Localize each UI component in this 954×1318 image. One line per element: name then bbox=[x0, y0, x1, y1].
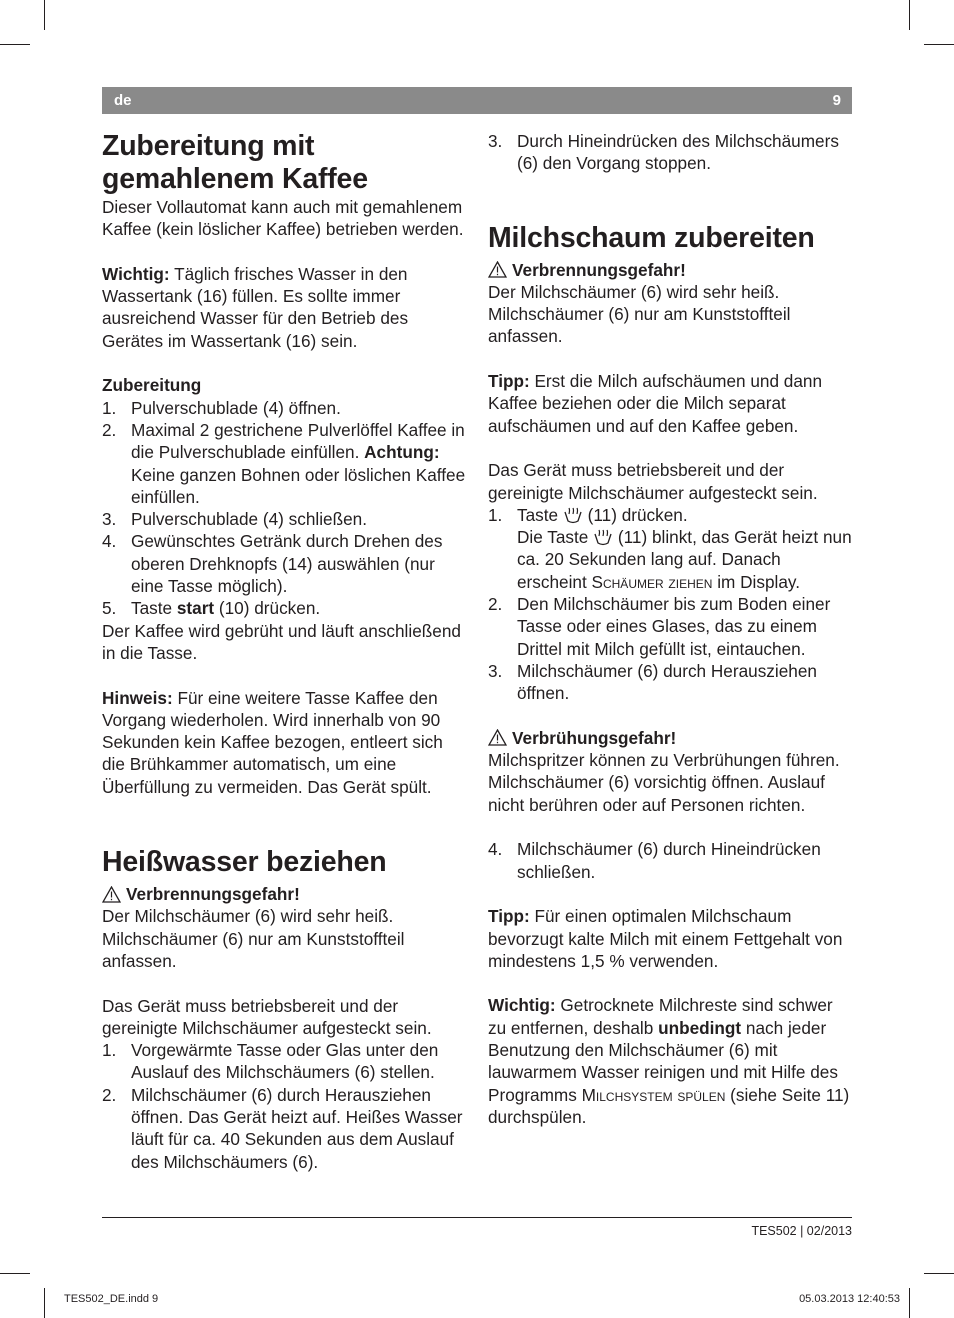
step-number: 2. bbox=[488, 594, 503, 615]
list-item bbox=[488, 593, 854, 660]
step-text: Vorgewärmte Tasse oder Glas unter den Auslauf des Milchschäumers (6) stellen. bbox=[131, 1040, 439, 1083]
left-column bbox=[102, 130, 468, 1173]
step-text: Durch Hineindrücken des Milchschäumers (6) den Vorgang stoppen. bbox=[517, 131, 839, 174]
list-item bbox=[102, 508, 468, 530]
intro-paragraph: Dieser Vollautomat kann auch mit gemahlenem Kaffee (kein löslicher Kaffee) betrieben werden. bbox=[102, 197, 464, 240]
footer-model-date: TES502 | 02/2013 bbox=[751, 1224, 852, 1238]
result-paragraph: Der Kaffee wird gebrüht und läuft anschließend in die Tasse. bbox=[102, 620, 461, 663]
section-title-hot-water: Heißwasser beziehen bbox=[102, 846, 387, 879]
step-text bbox=[131, 419, 468, 508]
important-label: Wichtig: bbox=[102, 263, 170, 284]
important-text: Täglich frisches Wasser in den Wassertank (16) füllen. Es sollte immer ausreichend Wasser für den Betrieb des Gerätes im Wassertank (16) sein. bbox=[102, 263, 409, 351]
step-number: 4. bbox=[488, 839, 503, 860]
warning-label: Verbrennungsgefahr! bbox=[126, 884, 300, 905]
tip-text: Erst die Milch aufschäumen und dann Kaffee beziehen oder die Milch separat aufschäumen und auf den Kaffee geben. bbox=[488, 371, 823, 436]
preparation-heading-text: Zubereitung bbox=[102, 375, 202, 396]
section-title-ground-coffee: Zubereitung mit gemahlenem Kaffee bbox=[102, 130, 368, 195]
list-item bbox=[102, 419, 468, 508]
important-paragraph bbox=[488, 994, 854, 1128]
important-paragraph bbox=[102, 263, 468, 352]
step-text-part: Taste bbox=[517, 504, 563, 525]
preparation-steps bbox=[102, 397, 468, 620]
step-number: 3. bbox=[488, 660, 503, 681]
crop-mark bbox=[909, 0, 910, 30]
list-item bbox=[488, 504, 854, 593]
step-text: Gewünschtes Getränk durch Drehen des oberen Drehknopfs (14) auswählen (nur eine Tasse möglich). bbox=[131, 531, 443, 597]
note-text: Für eine weitere Tasse Kaffee den Vorgang wiederholen. Wird innerhalb von 90 Sekunden kein Kaffee bezogen, entleert sich die Brühkammer automatisch, um eine Überfüllung zu vermeiden. Das Gerät spült. bbox=[102, 687, 443, 797]
step-number: 1. bbox=[488, 504, 503, 525]
crop-mark bbox=[924, 1273, 954, 1274]
warning-heading bbox=[488, 259, 854, 281]
print-slug-file: TES502_DE.indd 9 bbox=[64, 1293, 159, 1305]
tip-label: Tipp: bbox=[488, 371, 530, 392]
step-text bbox=[517, 504, 854, 593]
warning-text: Der Milchschäumer (6) wird sehr heiß. Milchschäumer (6) nur am Kunststoffteil anfassen. bbox=[102, 906, 405, 971]
step-text-part: Die Taste bbox=[517, 527, 594, 548]
note-paragraph bbox=[102, 687, 468, 798]
note-label: Hinweis: bbox=[102, 687, 173, 708]
warning-heading bbox=[102, 883, 468, 905]
display-message: Schäumer ziehen bbox=[591, 571, 713, 592]
page-number: 9 bbox=[832, 92, 841, 109]
attention-label: Achtung: bbox=[364, 442, 440, 463]
tip-paragraph bbox=[488, 370, 854, 437]
warning-triangle-icon bbox=[102, 886, 121, 903]
step-text: Milchschäumer (6) durch Hineindrücken schließen. bbox=[517, 839, 821, 882]
ready-paragraph: Das Gerät muss betriebsbereit und der gereinigte Milchschäumer aufgesteckt sein. bbox=[102, 995, 432, 1038]
milk-foam-steps-continued bbox=[488, 838, 854, 883]
list-item bbox=[488, 660, 854, 705]
list-item bbox=[102, 397, 468, 419]
milk-foam-icon bbox=[593, 529, 613, 546]
crop-mark bbox=[44, 1288, 45, 1318]
important-label: Wichtig: bbox=[488, 995, 556, 1016]
step-number: 3. bbox=[102, 509, 117, 530]
important-text: Getrocknete Milchreste sind schwer zu entfernen, deshalb bbox=[488, 995, 833, 1038]
list-item bbox=[102, 1039, 468, 1084]
step-text: Milchschäumer (6) durch Herausziehen öffnen. Das Gerät heizt auf. Heißes Wasser läuft für ca. 40 Sekunden aus dem Auslauf des Milchschäumers (6). bbox=[131, 1084, 463, 1172]
continued-steps bbox=[488, 130, 854, 175]
step-number: 5. bbox=[102, 598, 117, 619]
step-number: 1. bbox=[102, 397, 117, 418]
important-text: (siehe Seite 11) durchspülen. bbox=[488, 1084, 850, 1127]
section-title-milk-foam: Milchschaum zubereiten bbox=[488, 221, 815, 254]
crop-mark bbox=[924, 44, 954, 45]
list-item bbox=[488, 838, 854, 883]
page-header-bar bbox=[102, 87, 852, 114]
step-number: 2. bbox=[102, 419, 117, 440]
footer-rule bbox=[102, 1217, 852, 1218]
step-text-part: Maximal 2 gestrichene Pulverlöffel Kaffee in die Pulverschublade einfüllen. bbox=[131, 419, 465, 463]
step-number: 3. bbox=[488, 131, 503, 151]
important-text: nach jeder Benutzung den Milchschäumer (6) mit lauwarmem Wasser reinigen und mit Hilfe des Programms bbox=[488, 1017, 838, 1105]
step-number: 4. bbox=[102, 531, 117, 552]
step-text bbox=[131, 597, 320, 619]
step-number: 2. bbox=[102, 1084, 117, 1105]
hot-water-steps bbox=[102, 1039, 468, 1173]
language-code: de bbox=[114, 92, 132, 109]
step-text-part: (11) drücken. bbox=[582, 504, 688, 525]
list-item bbox=[102, 597, 468, 619]
step-text-part: (10) drücken. bbox=[214, 598, 321, 619]
crop-mark bbox=[0, 1273, 30, 1274]
start-key-label: start bbox=[176, 598, 215, 619]
warning-heading bbox=[488, 727, 854, 749]
crop-mark bbox=[0, 44, 30, 45]
crop-mark bbox=[909, 1288, 910, 1318]
step-text: Pulverschublade (4) öffnen. bbox=[131, 397, 341, 418]
print-slug-timestamp: 05.03.2013 12:40:53 bbox=[799, 1293, 900, 1305]
right-column bbox=[488, 130, 854, 1128]
ready-paragraph: Das Gerät muss betriebsbereit und der gereinigte Milchschäumer aufgesteckt sein. bbox=[488, 460, 818, 503]
step-text: Milchschäumer (6) durch Herausziehen öffnen. bbox=[517, 660, 817, 704]
important-emphasis: unbedingt bbox=[658, 1017, 742, 1038]
preparation-heading bbox=[102, 374, 468, 396]
tip-label: Tipp: bbox=[488, 906, 530, 927]
step-text-part: (11) blinkt, das Gerät heizt nun ca. 20 Sekunden lang auf. Danach erscheint bbox=[517, 527, 852, 592]
milk-foam-steps bbox=[488, 504, 854, 705]
milk-foam-icon bbox=[563, 507, 583, 524]
step-text: Den Milchschäumer bis zum Boden einer Tasse oder eines Glases, das zu einem Drittel mit Milch gefüllt ist, eintauchen. bbox=[517, 594, 831, 659]
warning-triangle-icon bbox=[488, 729, 507, 746]
warning-triangle-icon bbox=[488, 261, 507, 278]
warning-label: Verbrennungsgefahr! bbox=[512, 259, 686, 280]
warning-text: Milchspritzer können zu Verbrühungen führen. Milchschäumer (6) vorsichtig öffnen. Auslauf nicht berühren oder auf Personen richten. bbox=[488, 750, 840, 815]
step-text-part: Keine ganzen Bohnen oder löslichen Kaffee einfüllen. bbox=[131, 464, 466, 507]
step-text-part: Taste bbox=[131, 598, 177, 619]
tip-text: Für einen optimalen Milchschaum bevorzugt kalte Milch mit einem Fettgehalt von mindestens 1,5 % verwenden. bbox=[488, 906, 843, 971]
step-number: 1. bbox=[102, 1040, 117, 1061]
crop-mark bbox=[44, 0, 45, 30]
step-text-part: im Display. bbox=[712, 571, 800, 592]
list-item bbox=[102, 530, 468, 597]
warning-text: Der Milchschäumer (6) wird sehr heiß. Milchschäumer (6) nur am Kunststoffteil anfassen. bbox=[488, 281, 791, 347]
step-text: Pulverschublade (4) schließen. bbox=[131, 509, 367, 530]
list-item bbox=[102, 1084, 468, 1173]
program-name: Milchsystem spülen bbox=[581, 1084, 726, 1105]
list-item bbox=[488, 130, 854, 175]
tip-paragraph bbox=[488, 905, 854, 972]
warning-label: Verbrühungsgefahr! bbox=[512, 727, 677, 748]
